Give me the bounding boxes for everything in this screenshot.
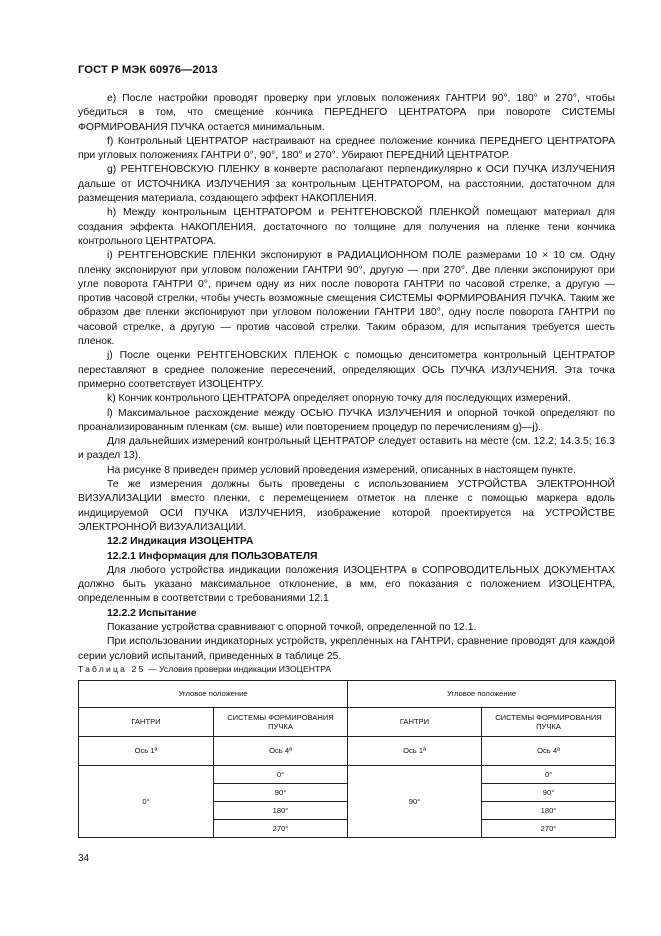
paragraph-h: h) Между контрольным ЦЕНТРАТОРОМ и РЕНТГЕНОВСКОЙ ПЛЕНКОЙ помещают материал для создания эффекта НАКОПЛЕНИЯ, достаточного по толщине для получения на пленке тени кончика контрольного ЦЕНТРАТОРА. [78, 207, 615, 247]
header-cell-gantry-left: ГАНТРИ [79, 708, 214, 737]
table-caption [78, 664, 331, 674]
paragraph-g: g) РЕНТГЕНОВСКУЮ ПЛЕНКУ в конверте располагают перпендикулярно к ОСИ ПУЧКА ИЗЛУЧЕНИЯ дальше от ИСТОЧНИКА ИЗЛУЧЕНИЯ за контрольным ЦЕНТРАТОРОМ, на расстоянии, достаточном для размещения материала, создающего эффект НАКОПЛЕНИЯ. [78, 164, 615, 205]
paragraph-evd: Те же измерения должны быть проведены с использованием УСТРОЙСТВА ЭЛЕКТРОННОЙ ВИЗУАЛИЗАЦИИ вместо пленки, с перемещением отметок на пленке с помощью маркера вдоль индицируемой ОСИ ПУЧКА ИЗЛУЧЕНИЯ, изображение которой проектируется на УСТРОЙСТВЕ ЭЛЕКТРОННОЙ ВИЗУАЛИЗАЦИИ. [78, 479, 615, 533]
paragraph-k: k) Кончик контрольного ЦЕНТРАТОРА определяет опорную точку для последующих измерений. [107, 393, 571, 405]
section-heading-12-2-2: 12.2.2 Испытание [107, 607, 197, 619]
system-value-left: 180° [214, 802, 348, 820]
paragraph-e: е) После настройки проводят проверку при угловых положениях ГАНТРИ 90°, 180° и 270°, чтобы убедиться в том, что смещение кончика ПЕРЕДНЕГО ЦЕНТРАТОРА при повороте СИСТЕМЫ ФОРМИРОВАНИЯ ПУЧКА остается минимальным. [78, 93, 615, 133]
header-cell-angular-right: Угловое положение [348, 681, 616, 708]
axis-cell-gantry-right: Ось 1ª [348, 737, 482, 766]
paragraph-figure-ref: На рисунке 8 приведен пример условий проведения измерений, описанных в настоящем пункте. [107, 464, 576, 476]
isocenter-conditions-table [78, 680, 616, 838]
table-caption-text: — Условия проверки индикации ИЗОЦЕНТРА [145, 664, 332, 674]
paragraph-test-compare: Показание устройства сравнивают с опорной точкой, определенной по 12.1. [107, 621, 477, 633]
body-text [78, 92, 615, 664]
page-number: 34 [78, 853, 90, 864]
table-axis-row [79, 737, 616, 766]
table-caption-label: Таблица 25 [78, 664, 146, 674]
table-row [79, 766, 616, 784]
section-heading-12-2: 12.2 Индикация ИЗОЦЕНТРА [107, 536, 254, 548]
paragraph-further: Для дальнейших измерений контрольный ЦЕНТРАТОР следует оставить на месте (см. 12.2; 14.3.5; 16.3 и раздел 13). [78, 436, 615, 462]
gantry-value-right: 90° [348, 766, 482, 838]
header-cell-system-right: СИСТЕМЫ ФОРМИРОВАНИЯ ПУЧКА [482, 708, 616, 737]
gantry-value-left: 0° [79, 766, 214, 838]
table-header-row [79, 681, 616, 708]
paragraph-l: l) Максимальное расхождение между ОСЬЮ ПУЧКА ИЗЛУЧЕНИЯ и опорной точкой определяют по проанализированным пленкам (см. выше) или повторением процедур по перечислениям g)—j). [78, 407, 615, 433]
axis-cell-gantry-left: Ось 1ª [79, 737, 214, 766]
system-value-right: 180° [482, 802, 616, 820]
paragraph-j: j) После оценки РЕНТГЕНОВСКИХ ПЛЕНОК с помощью денситометра контрольный ЦЕНТРАТОР переставляют в среднее положение пересечений, определяющих ОСЬ ПУЧКА ИЗЛУЧЕНИЯ. Эта точка примерно соответствует ИЗОЦЕНТРУ. [78, 350, 615, 390]
axis-cell-system-left: Ось 4ª [214, 737, 348, 766]
system-value-right: 90° [482, 784, 616, 802]
paragraph-f: f) Контрольный ЦЕНТРАТОР настраивают на среднее положение кончика ПЕРЕДНЕГО ЦЕНТРАТОРА при угловых положениях ГАНТРИ 0°, 90°, 180° и 270°. Убирают ПЕРЕДНИЙ ЦЕНТРАТОР. [78, 135, 615, 162]
document-header: ГОСТ Р МЭК 60976—2013 [78, 64, 218, 76]
table-subheader-row [79, 708, 616, 737]
paragraph-user-info: Для любого устройства индикации положения ИЗОЦЕНТРА в СОПРОВОДИТЕЛЬНЫХ ДОКУМЕНТАХ должно быть указано максимальное отклонение, в мм, его показания с положением ИЗОЦЕНТРА, определенным в соответствии с требованиями 12.1 [78, 564, 615, 605]
paragraph-test-gantry: При использовании индикаторных устройств, укрепленных на ГАНТРИ, сравнение проводят для каждой серии условий испытаний, приведенных в таблице 25. [78, 636, 615, 662]
paragraph-i: i) РЕНТГЕНОВСКИЕ ПЛЕНКИ экспонируют в РАДИАЦИОННОМ ПОЛЕ размерами 10 × 10 см. Одну пленку экспонируют при угловом положении ГАНТРИ 90°, другую — при 270°. Две пленки экспонируют при угле поворота ГАНТРИ 0°, причем одну из них после поворота ГАНТРИ по часовой стрелке, а другую — против часовой стрелки, чтобы учесть возможные смещения СИСТЕМЫ ФОРМИРОВАНИЯ ПУЧКА. Таким же образом две пленки экспонируют при угловом положении ГАНТРИ 180°, одну после поворота ГАНТРИ по часовой стрелке, а другую — против часовой стрелки. Таким образом, для испытания требуется шесть пленок. [78, 250, 615, 348]
header-cell-angular-left: Угловое положение [79, 681, 348, 708]
section-heading-12-2-1: 12.2.1 Информация для ПОЛЬЗОВАТЕЛЯ [107, 550, 318, 562]
system-value-left: 90° [214, 784, 348, 802]
axis-cell-system-right: Ось 4ª [482, 737, 616, 766]
system-value-right: 0° [482, 766, 616, 784]
header-cell-gantry-right: ГАНТРИ [348, 708, 482, 737]
header-cell-system-left: СИСТЕМЫ ФОРМИРОВАНИЯ ПУЧКА [214, 708, 348, 737]
system-value-left: 270° [214, 820, 348, 838]
system-value-left: 0° [214, 766, 348, 784]
system-value-right: 270° [482, 820, 616, 838]
